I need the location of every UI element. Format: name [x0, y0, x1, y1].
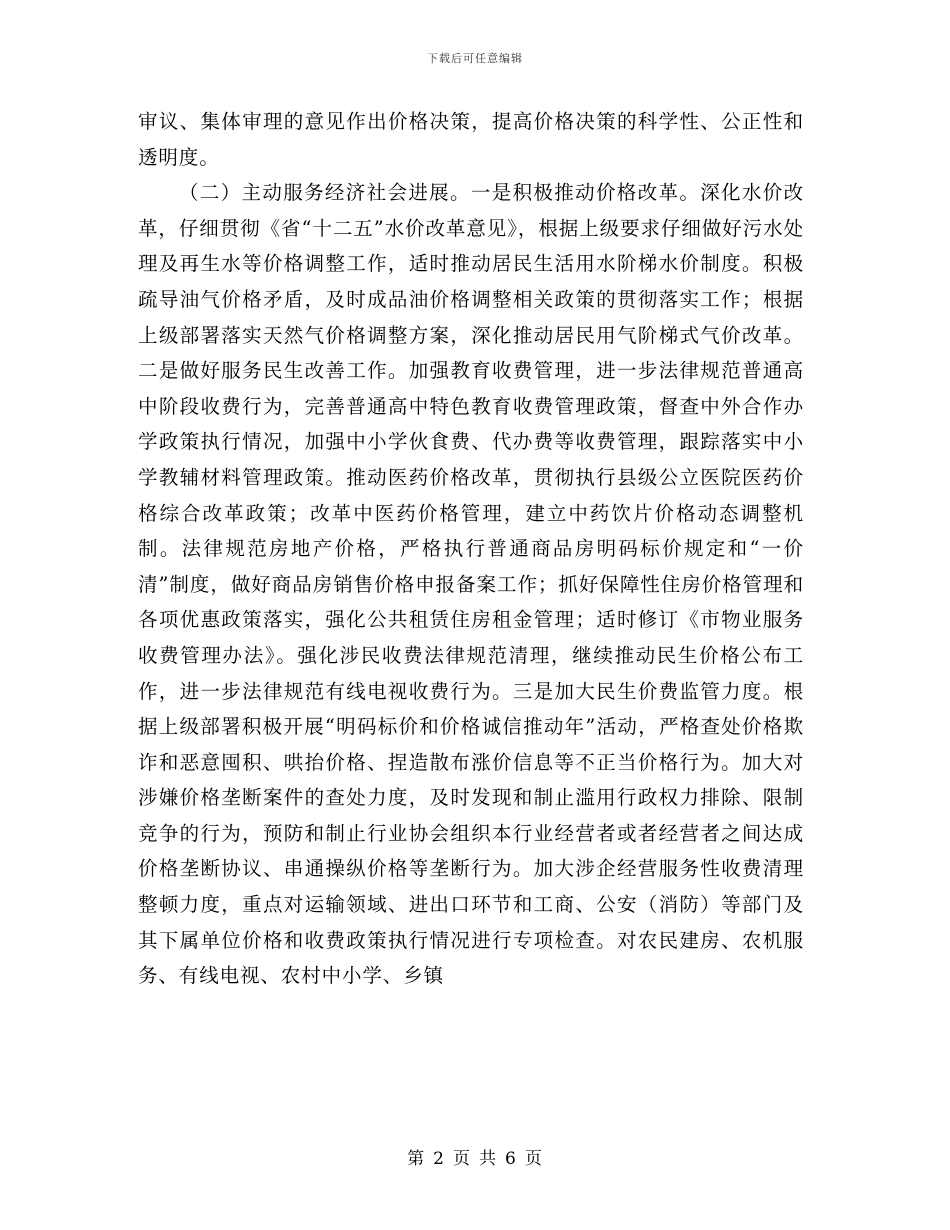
footer-page-label: 第: [407, 1149, 426, 1169]
footer-total-pages: 6: [505, 1149, 517, 1169]
body-paragraph-1: 审议、集体审理的意见作出价格决策，提高价格决策的科学性、公正性和透明度。: [138, 110, 804, 169]
footer-total-unit: 页: [524, 1149, 543, 1169]
document-body: [138, 104, 804, 994]
page-number-footer: [0, 1148, 950, 1170]
footer-page-unit: 页: [453, 1149, 471, 1169]
body-paragraph-2: （二）主动服务经济社会进展。一是积极推动价格改革。深化水价改革，仔细贯彻《省“十二五”水价改革意见》，根据上级要求仔细做好污水处理及再生水等价格调整工作，适时推动居民生活用水阶梯水价制度。积极疏导油气价格矛盾，及时成品油价格调整相关政策的贯彻落实工作；根据上级部署落实天然气价格调整方案，深化推动居民用气阶梯式气价改革。二是做好服务民生改善工作。加强教育收费管理，进一步法律规范普通高中阶段收费行为，完善普通高中特色教育收费管理政策，督查中外合作办学政策执行情况，加强中小学伙食费、代办费等收费管理，跟踪落实中小学教辅材料管理政策。推动医药价格改革，贯彻执行县级公立医院医药价格综合改革政策；改革中医药价格管理，建立中药饮片价格动态调整机制。法律规范房地产价格，严格执行普通商品房明码标价规定和“一价清”制度，做好商品房销售价格申报备案工作；抓好保障性住房价格管理和各项优惠政策落实，强化公共租赁住房租金管理；适时修订《市物业服务收费管理办法》。强化涉民收费法律规范清理，继续推动民生价格公布工作，进一步法律规范有线电视收费行为。三是加大民生价费监管力度。根据上级部署积极开展“明码标价和价格诚信推动年”活动，严格查处价格欺诈和恶意囤积、哄抬价格、捏造散布涨价信息等不正当价格行为。加大对涉嫌价格垄断案件的查处力度，及时发现和制止滥用行政权力排除、限制竞争的行为，预防和制止行业协会组织本行业经营者或者经营者之间达成价格垄断协议、串通操纵价格等垄断行为。加大涉企经营服务性收费清理整顿力度，重点对运输领域、进出口环节和工商、公安（消防）等部门及其下属单位价格和收费政策执行情况进行专项检查。对农民建房、农机服务、有线电视、农村中小学、乡镇: [138, 181, 804, 988]
footer-current-page: 2: [433, 1149, 445, 1169]
footer-total-label: 共: [479, 1149, 497, 1169]
page-header-note: 下载后可任意编辑: [427, 52, 523, 65]
